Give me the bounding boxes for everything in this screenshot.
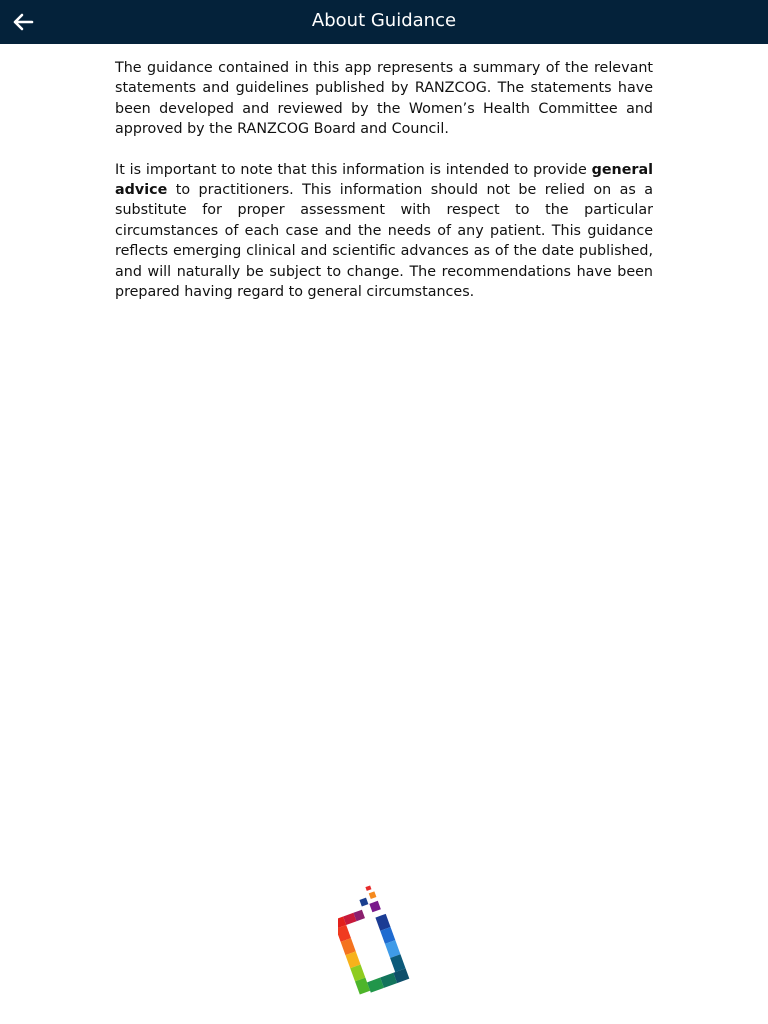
disclaimer-emphasis: general advice [115,161,653,199]
disclaimer-text-start: It is important to note that this information is intended to provide [115,161,592,178]
arrow-left-icon [12,13,34,31]
guidance-text [115,58,653,322]
paragraph-disclaimer [115,160,653,303]
paragraph-summary: The guidance contained in this app represents a summary of the relevant statements and guidelines published by RANZCOG. The statements have been developed and reviewed by the Women’s Health Committee and approved by the RANZCOG Board and Council. [115,60,653,138]
disclaimer-text-end: to practitioners. This information should not be relied on as a substitute for proper assessment with respect to the particular circumstances of each case and the needs of any patient. This guidance reflects emerging clinical and scientific advances as of the date published, and will naturally be subject to change. The recommendations have been prepared having regard to general circumstances. [115,182,653,301]
back-button[interactable] [0,0,46,44]
top-app-bar [0,0,768,44]
page-title: About Guidance [311,10,457,31]
app-logo-icon [338,884,420,1006]
